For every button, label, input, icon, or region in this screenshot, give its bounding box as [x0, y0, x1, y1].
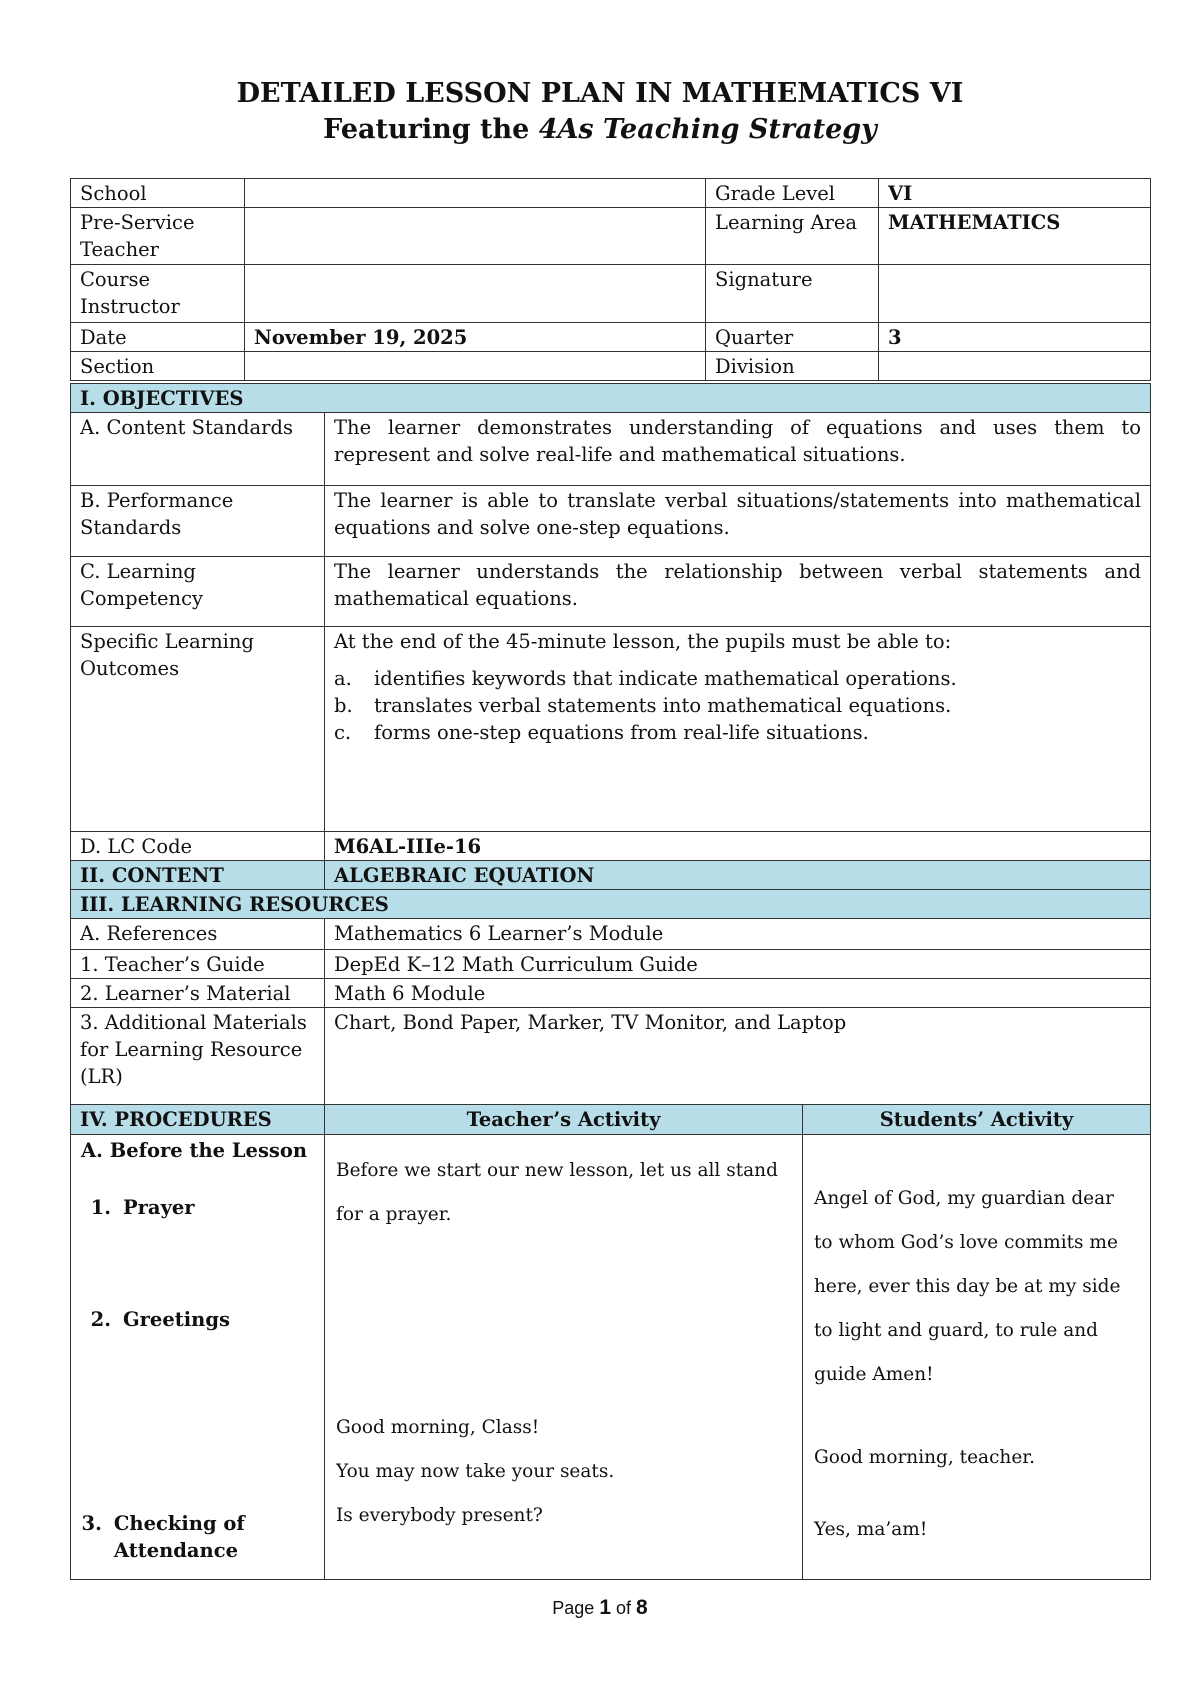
student-prayer-line-4: to light and guard, to rule and — [814, 1320, 1099, 1341]
document-title — [0, 76, 1200, 148]
learning-competency-label: C. Learning Competency — [71, 557, 325, 627]
school-label: School — [71, 179, 245, 208]
signature-label: Signature — [706, 265, 879, 323]
lc-code-value: M6AL-IIIe-16 — [325, 832, 1151, 861]
list-marker: a. — [334, 667, 352, 690]
teacher-prayer-line-1: Before we start our new lesson, let us all stand — [336, 1160, 778, 1181]
step-number: 1. — [90, 1196, 111, 1219]
learning-resources-heading: III. LEARNING RESOURCES — [71, 890, 1151, 919]
additional-materials-value: Chart, Bond Paper, Marker, TV Monitor, and Laptop — [325, 1008, 1151, 1105]
signature-value — [879, 265, 1151, 323]
learners-material-label: 2. Learner’s Material — [71, 979, 325, 1008]
students-activity-header: Students’ Activity — [803, 1105, 1151, 1135]
objectives-heading: I. OBJECTIVES — [71, 384, 1151, 413]
list-text: translates verbal statements into mathematical equations. — [374, 694, 952, 717]
page-total: 8 — [636, 1596, 648, 1619]
teacher-greeting-line-3: Is everybody present? — [336, 1505, 543, 1526]
page-number: 1 — [599, 1596, 611, 1619]
specific-outcomes-label: Specific Learning Outcomes — [71, 627, 325, 832]
procedures-heading: IV. PROCEDURES — [71, 1105, 325, 1135]
course-instructor-value — [245, 265, 706, 323]
grade-level-value: VI — [879, 179, 1151, 208]
student-prayer-line-2: to whom God’s love commits me — [814, 1232, 1118, 1253]
teachers-guide-label: 1. Teacher’s Guide — [71, 950, 325, 979]
content-heading: II. CONTENT — [71, 861, 325, 890]
lesson-plan-table — [70, 383, 1151, 1580]
before-lesson-heading: A. Before the Lesson — [81, 1139, 308, 1162]
additional-materials-label: 3. Additional Materials for Learning Resource (LR) — [71, 1008, 325, 1105]
content-value: ALGEBRAIC EQUATION — [325, 861, 1151, 890]
teacher-activity-cell — [325, 1135, 803, 1580]
list-item — [334, 692, 1141, 719]
step-checking-attendance — [73, 1510, 313, 1564]
list-marker: c. — [334, 721, 352, 744]
teacher-greeting-line-1: Good morning, Class! — [336, 1417, 540, 1438]
list-text: identifies keywords that indicate mathematical operations. — [374, 667, 957, 690]
division-value — [879, 352, 1151, 381]
quarter-value: 3 — [879, 323, 1151, 352]
teacher-prayer-line-2: for a prayer. — [336, 1204, 452, 1225]
step-label: Prayer — [123, 1196, 195, 1219]
title-line-2-italic: 4As Teaching Strategy — [538, 114, 877, 145]
section-value — [245, 352, 706, 381]
step-number: 2. — [90, 1308, 111, 1331]
learning-area-label: Learning Area — [706, 208, 879, 265]
date-label: Date — [71, 323, 245, 352]
title-line-1: DETAILED LESSON PLAN IN MATHEMATICS VI — [236, 78, 964, 109]
learning-competency-text: The learner understands the relationship between verbal statements and mathematical equations. — [325, 557, 1151, 627]
list-item — [334, 719, 1141, 746]
list-text: forms one-step equations from real-life situations. — [374, 721, 869, 744]
student-activity-cell — [803, 1135, 1151, 1580]
division-label: Division — [706, 352, 879, 381]
teachers-activity-header: Teacher’s Activity — [325, 1105, 803, 1135]
title-line-2-prefix: Featuring the — [323, 114, 539, 145]
student-attendance: Yes, ma’am! — [814, 1519, 928, 1540]
of-word: of — [616, 1598, 632, 1618]
teachers-guide-value: DepEd K–12 Math Curriculum Guide — [325, 950, 1151, 979]
pre-service-teacher-value — [245, 208, 706, 265]
title-line-2 — [0, 112, 1200, 148]
quarter-label: Quarter — [706, 323, 879, 352]
info-table — [70, 178, 1151, 381]
step-number: 3. — [81, 1512, 102, 1535]
list-marker: b. — [334, 694, 353, 717]
course-instructor-label: Course Instructor — [71, 265, 245, 323]
learning-area-value: MATHEMATICS — [879, 208, 1151, 265]
references-label: A. References — [71, 919, 325, 950]
specific-outcomes-cell — [325, 627, 1151, 832]
procedures-steps-cell — [71, 1135, 325, 1580]
student-greeting: Good morning, teacher. — [814, 1447, 1035, 1468]
step-label: Checking of Attendance — [113, 1512, 245, 1562]
references-value: Mathematics 6 Learner’s Module — [325, 919, 1151, 950]
student-prayer-line-5: guide Amen! — [814, 1364, 934, 1385]
content-standards-label: A. Content Standards — [71, 413, 325, 486]
page-footer — [0, 1596, 1200, 1620]
page-word: Page — [552, 1598, 595, 1618]
date-value: November 19, 2025 — [245, 323, 706, 352]
pre-service-teacher-label: Pre-Service Teacher — [71, 208, 245, 265]
list-item — [334, 665, 1141, 692]
section-label: Section — [71, 352, 245, 381]
step-prayer — [73, 1194, 195, 1221]
student-prayer-line-1: Angel of God, my guardian dear — [814, 1188, 1115, 1209]
lc-code-label: D. LC Code — [71, 832, 325, 861]
performance-standards-text: The learner is able to translate verbal situations/statements into mathematical equations and solve one-step equations. — [325, 486, 1151, 557]
outcomes-list — [334, 665, 1141, 746]
grade-level-label: Grade Level — [706, 179, 879, 208]
content-standards-text: The learner demonstrates understanding of equations and uses them to represent and solve real-life and mathematical situations. — [325, 413, 1151, 486]
student-prayer-line-3: here, ever this day be at my side — [814, 1276, 1121, 1297]
learners-material-value: Math 6 Module — [325, 979, 1151, 1008]
step-label: Greetings — [123, 1308, 230, 1331]
school-value — [245, 179, 706, 208]
outcomes-intro: At the end of the 45-minute lesson, the pupils must be able to: — [334, 630, 952, 653]
step-greetings — [73, 1306, 230, 1333]
teacher-greeting-line-2: You may now take your seats. — [336, 1461, 615, 1482]
performance-standards-label: B. Performance Standards — [71, 486, 325, 557]
